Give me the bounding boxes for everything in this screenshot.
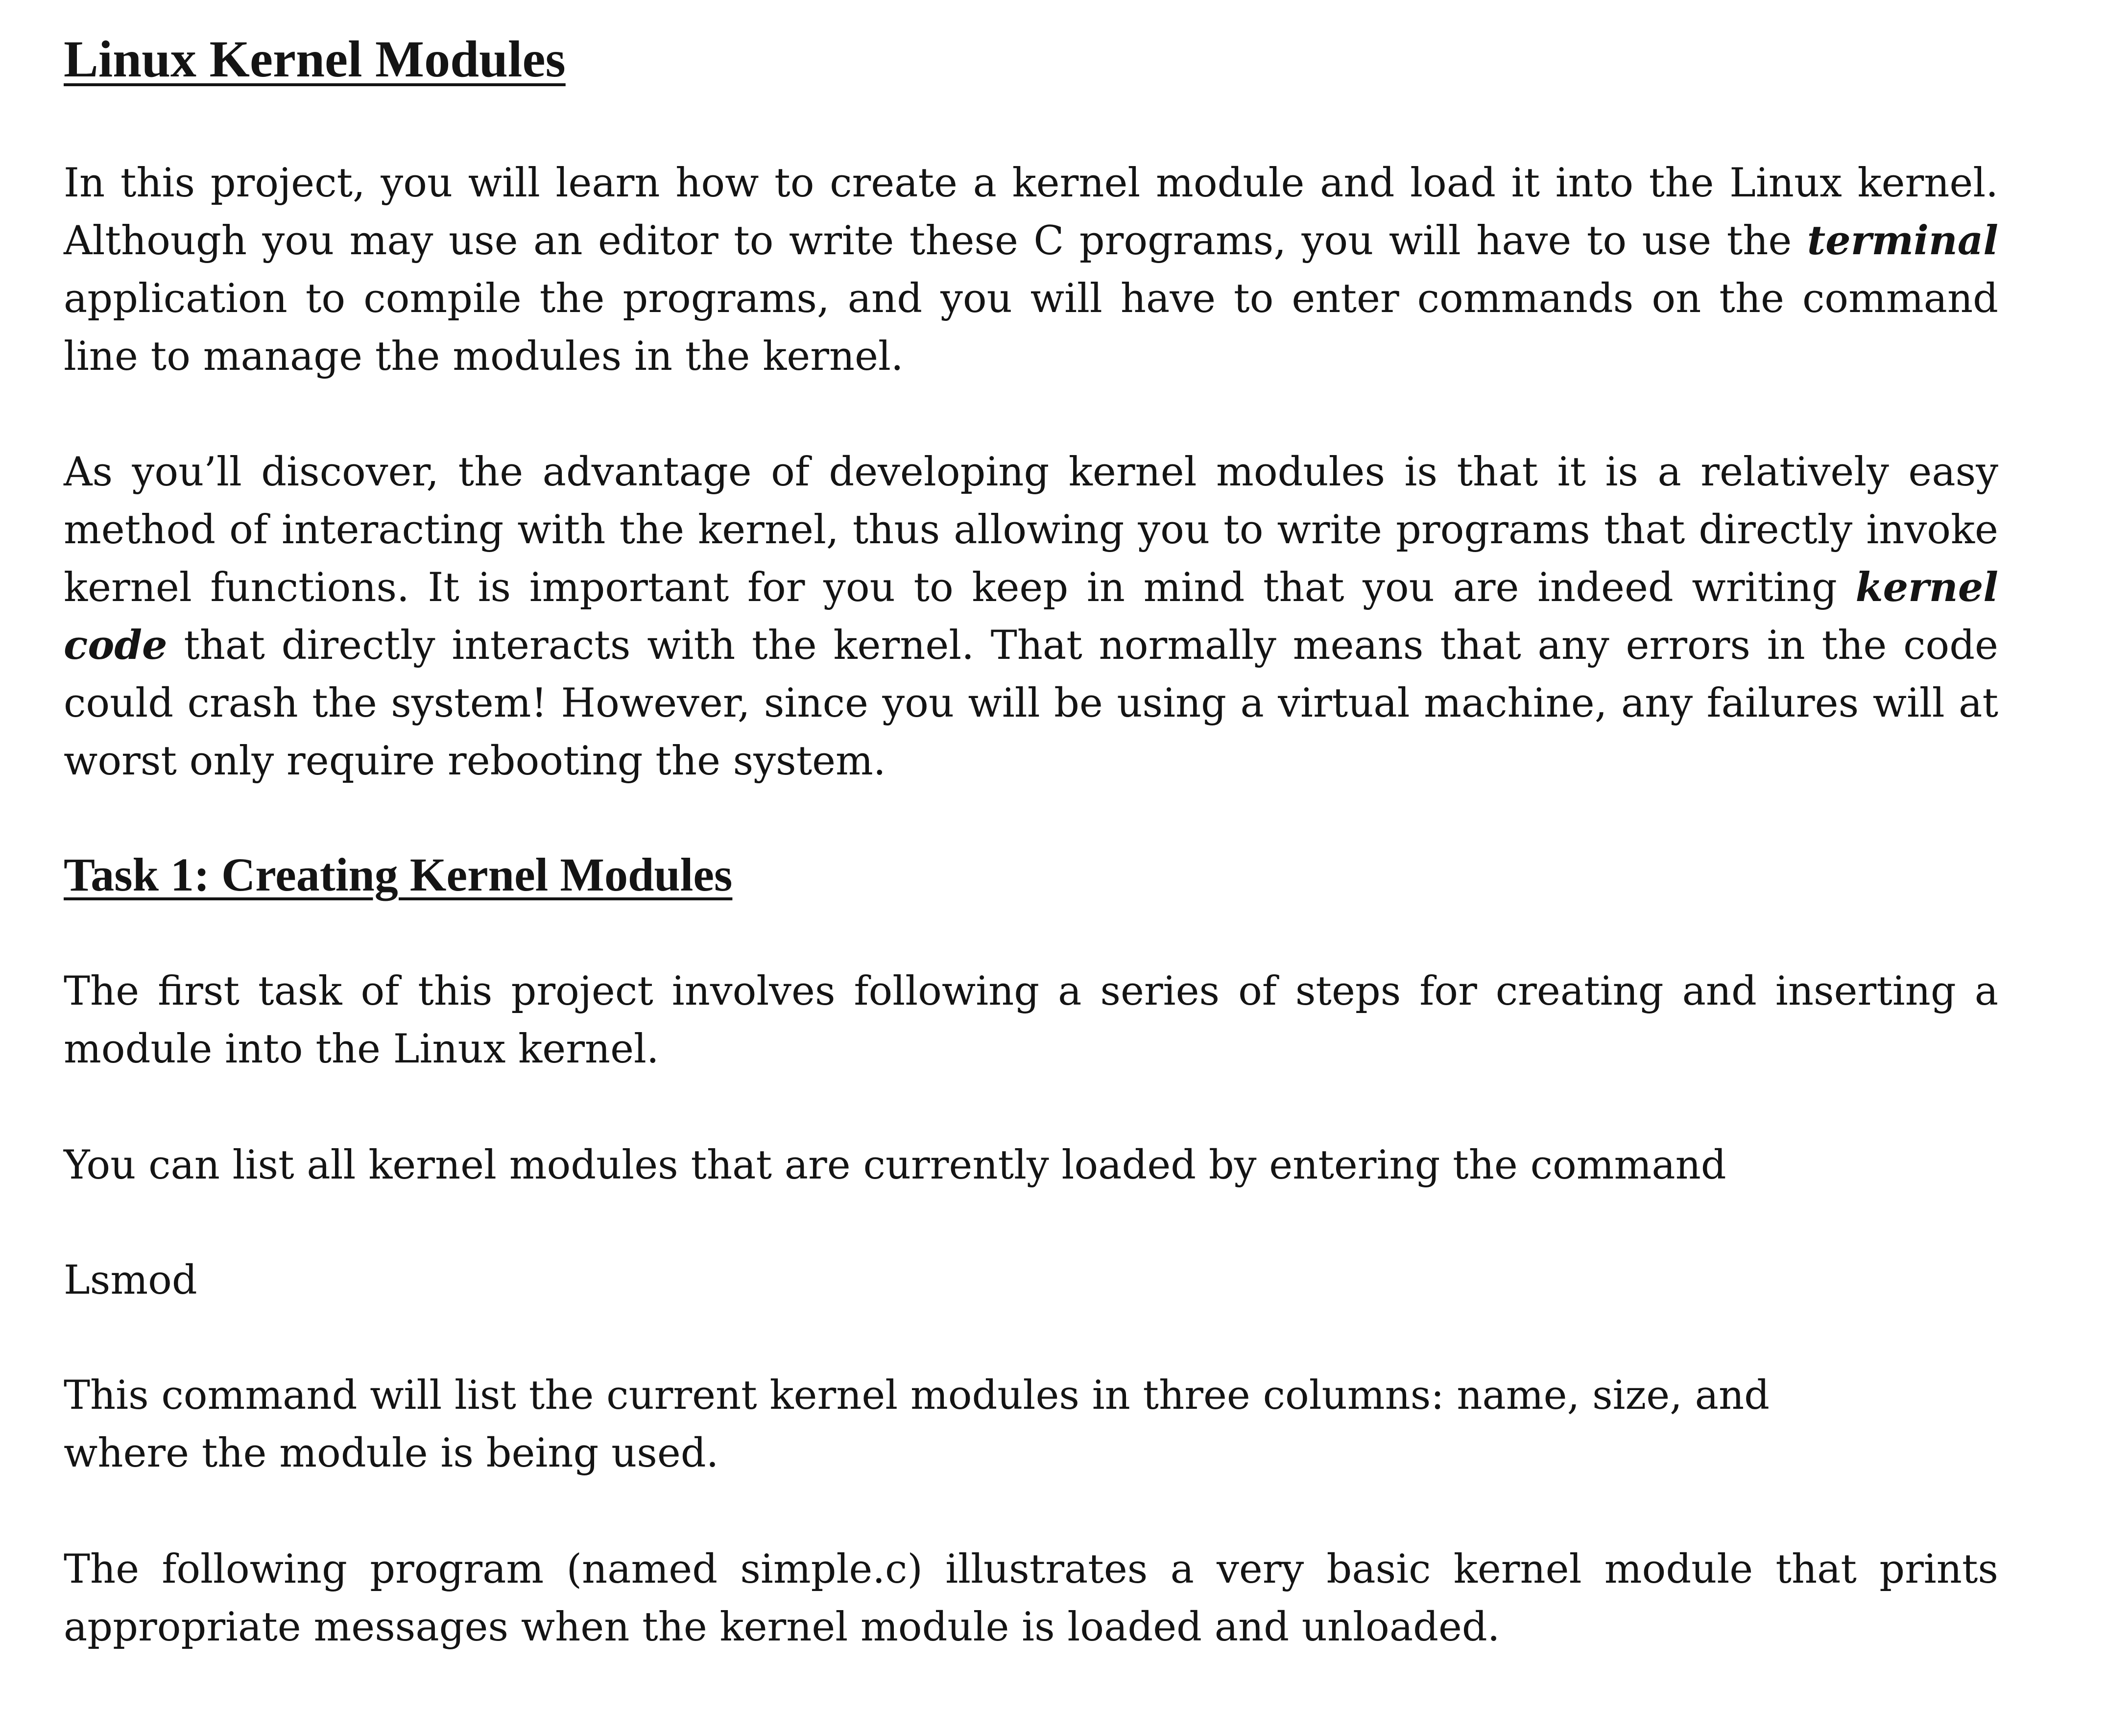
task1-heading: Task 1: Creating Kernel Modules — [64, 848, 733, 901]
list-modules-paragraph: You can list all kernel modules that are currently loaded by entering the command — [64, 1142, 1726, 1188]
advantage-paragraph — [64, 443, 1998, 790]
advantage-text-part1: As you’ll discover, the advantage of developing kernel modules is that it is a relatively easy method of interacting with the kernel, thus allowing you to write programs that directly invoke kernel functions. It is important for you to keep in mind that you are indeed writing — [64, 449, 1998, 611]
document-title: Linux Kernel Modules — [64, 30, 566, 88]
lsmod-command: Lsmod — [64, 1257, 197, 1303]
kernel-code-emphasis: kernel code — [64, 564, 1998, 669]
first-task-paragraph: The first task of this project involves following a series of steps for creating and inserting a module into the Linux kernel. — [64, 968, 1998, 1072]
columns-paragraph — [64, 1367, 1998, 1482]
intro-text-part2: application to compile the programs, and you will have to enter commands on the command line to manage the modules in the kernel. — [64, 276, 1998, 380]
program-paragraph: The following program (named simple.c) illustrates a very basic kernel module that prints appropriate messages when the kernel module is loaded and unloaded. — [64, 1546, 1998, 1650]
columns-line-2: where the module is being used. — [64, 1430, 719, 1476]
columns-line-1: This command will list the current kernel modules in three columns: name, size, and — [64, 1373, 1770, 1419]
terminal-emphasis: terminal — [1807, 217, 1998, 264]
intro-paragraph — [64, 154, 1998, 386]
intro-text-part1: In this project, you will learn how to create a kernel module and load it into the Linux kernel. Although you may use an editor to write these C programs, you will have to use the — [64, 160, 1998, 264]
advantage-text-part2: that directly interacts with the kernel. That normally means that any errors in the code could crash the system! However, since you will be using a virtual machine, any failures will at worst only require rebooting the system. — [64, 623, 1998, 784]
